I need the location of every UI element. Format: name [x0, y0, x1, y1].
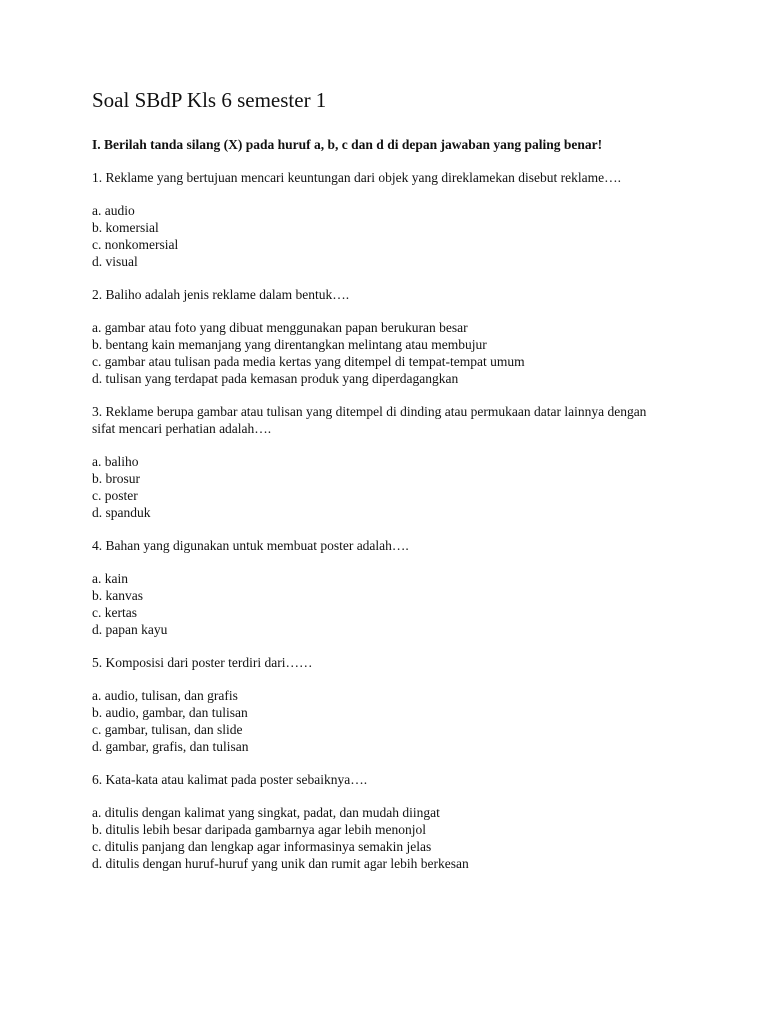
- answer-option-d: d. papan kayu: [92, 622, 168, 637]
- answer-option-d: d. spanduk: [92, 505, 151, 520]
- answer-option-a: a. baliho: [92, 454, 139, 469]
- answer-option-a: a. kain: [92, 571, 128, 586]
- answer-options: [92, 804, 652, 872]
- answer-option-a: a. gambar atau foto yang dibuat menggunakan papan berukuran besar: [92, 320, 468, 335]
- answer-options: [92, 687, 652, 755]
- question-2: [92, 286, 652, 387]
- answer-option-a: a. audio: [92, 203, 135, 218]
- answer-options: [92, 453, 652, 521]
- answer-option-b: b. brosur: [92, 471, 140, 486]
- answer-options: [92, 202, 652, 270]
- answer-option-b: b. bentang kain memanjang yang direntangkan melintang atau membujur: [92, 337, 487, 352]
- answer-option-c: c. nonkomersial: [92, 237, 179, 252]
- answer-option-d: d. visual: [92, 254, 138, 269]
- answer-option-b: b. ditulis lebih besar daripada gambarnya agar lebih menonjol: [92, 822, 427, 837]
- question-list: [92, 169, 652, 872]
- document-title: Soal SBdP Kls 6 semester 1: [92, 88, 327, 112]
- answer-option-b: b. audio, gambar, dan tulisan: [92, 705, 248, 720]
- question-text: 2. Baliho adalah jenis reklame dalam bentuk….: [92, 287, 350, 302]
- question-3: [92, 403, 652, 521]
- answer-option-d: d. ditulis dengan huruf-huruf yang unik dan rumit agar lebih berkesan: [92, 856, 469, 871]
- answer-option-a: a. ditulis dengan kalimat yang singkat, padat, dan mudah diingat: [92, 805, 440, 820]
- answer-option-b: b. komersial: [92, 220, 159, 235]
- answer-option-c: c. kertas: [92, 605, 137, 620]
- question-text: 1. Reklame yang bertujuan mencari keuntungan dari objek yang direklamekan disebut reklame….: [92, 170, 621, 185]
- question-1: [92, 169, 652, 270]
- answer-option-c: c. gambar atau tulisan pada media kertas yang ditempel di tempat-tempat umum: [92, 354, 525, 369]
- document-page: [92, 86, 652, 888]
- answer-option-d: d. gambar, grafis, dan tulisan: [92, 739, 249, 754]
- question-text: 4. Bahan yang digunakan untuk membuat poster adalah….: [92, 538, 409, 553]
- answer-option-c: c. gambar, tulisan, dan slide: [92, 722, 243, 737]
- answer-option-c: c. poster: [92, 488, 138, 503]
- question-4: [92, 537, 652, 638]
- question-text: 6. Kata-kata atau kalimat pada poster sebaiknya….: [92, 772, 368, 787]
- answer-options: [92, 570, 652, 638]
- instruction-text: I. Berilah tanda silang (X) pada huruf a, b, c dan d di depan jawaban yang paling benar!: [92, 137, 603, 152]
- question-text: 3. Reklame berupa gambar atau tulisan yang ditempel di dinding atau permukaan datar lainnya dengan sifat mencari perhatian adalah….: [92, 404, 647, 436]
- answer-option-d: d. tulisan yang terdapat pada kemasan produk yang diperdagangkan: [92, 371, 459, 386]
- question-5: [92, 654, 652, 755]
- question-text: 5. Komposisi dari poster terdiri dari……: [92, 655, 313, 670]
- answer-option-b: b. kanvas: [92, 588, 143, 603]
- answer-option-a: a. audio, tulisan, dan grafis: [92, 688, 238, 703]
- question-6: [92, 771, 652, 872]
- answer-option-c: c. ditulis panjang dan lengkap agar informasinya semakin jelas: [92, 839, 432, 854]
- answer-options: [92, 319, 652, 387]
